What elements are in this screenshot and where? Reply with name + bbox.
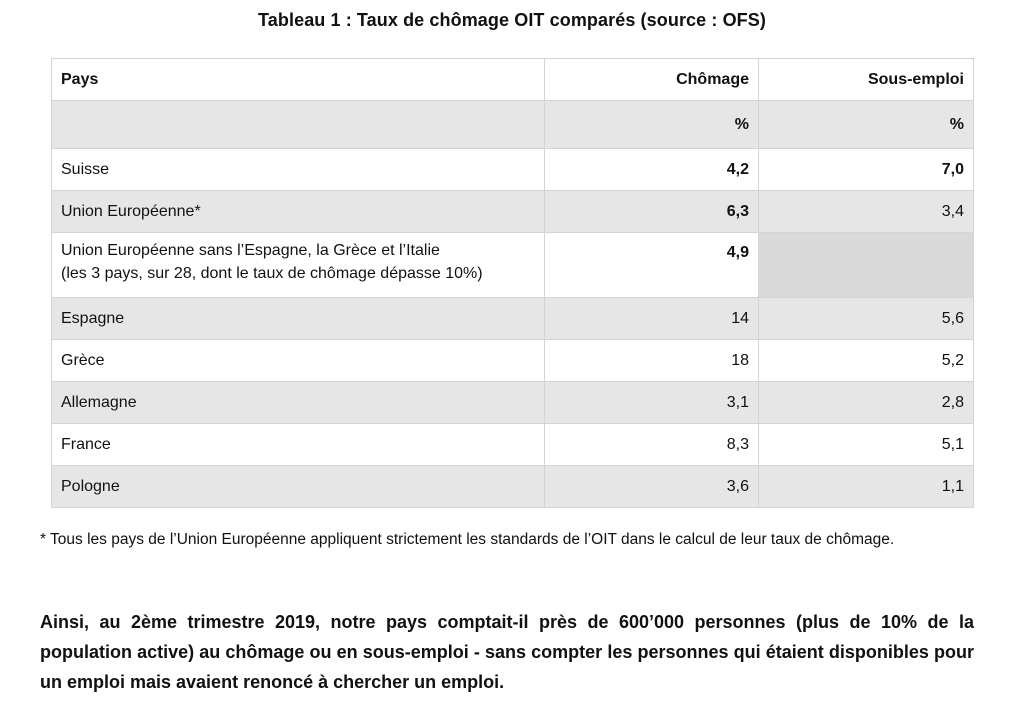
unit-pays <box>52 101 545 149</box>
header-chomage: Chômage <box>545 59 759 101</box>
country-cell: Pologne <box>52 466 545 508</box>
chomage-cell: 8,3 <box>545 424 759 466</box>
chomage-cell: 3,6 <box>545 466 759 508</box>
country-cell: France <box>52 424 545 466</box>
table-row <box>52 424 974 466</box>
sous-emploi-cell-empty <box>759 233 974 298</box>
country-cell: Grèce <box>52 340 545 382</box>
unemployment-table <box>51 58 974 508</box>
country-cell <box>52 233 545 298</box>
chomage-cell: 18 <box>545 340 759 382</box>
unit-sous-emploi: % <box>759 101 974 149</box>
country-cell: Union Européenne* <box>52 191 545 233</box>
sous-emploi-cell: 1,1 <box>759 466 974 508</box>
country-cell: Espagne <box>52 298 545 340</box>
table-row <box>52 191 974 233</box>
table-row <box>52 149 974 191</box>
chomage-cell: 3,1 <box>545 382 759 424</box>
table-title: Tableau 1 : Taux de chômage OIT comparés (source : OFS) <box>258 10 766 30</box>
table-row <box>52 233 974 298</box>
country-cell: Suisse <box>52 149 545 191</box>
header-sous-emploi: Sous-emploi <box>759 59 974 101</box>
country-line-2: (les 3 pays, sur 28, dont le taux de chômage dépasse 10%) <box>61 265 483 282</box>
table-header-row <box>52 59 974 101</box>
sous-emploi-cell: 3,4 <box>759 191 974 233</box>
chomage-cell: 4,9 <box>545 233 759 298</box>
chomage-cell: 4,2 <box>545 149 759 191</box>
sous-emploi-cell: 5,6 <box>759 298 974 340</box>
sous-emploi-cell: 5,2 <box>759 340 974 382</box>
sous-emploi-cell: 5,1 <box>759 424 974 466</box>
table-row <box>52 340 974 382</box>
table-row <box>52 466 974 508</box>
unit-chomage: % <box>545 101 759 149</box>
sous-emploi-cell: 7,0 <box>759 149 974 191</box>
country-cell: Allemagne <box>52 382 545 424</box>
country-line-1: Union Européenne sans l’Espagne, la Grèce et l’Italie <box>61 242 440 259</box>
sous-emploi-cell: 2,8 <box>759 382 974 424</box>
table-units-row <box>52 101 974 149</box>
chomage-cell: 14 <box>545 298 759 340</box>
table-row <box>52 298 974 340</box>
header-pays: Pays <box>52 59 545 101</box>
table-row <box>52 382 974 424</box>
footnote: * Tous les pays de l’Union Européenne appliquent strictement les standards de l’OIT dans le calcul de leur taux de chômage. <box>40 531 895 548</box>
body-paragraph: Ainsi, au 2ème trimestre 2019, notre pays comptait-il près de 600’000 personnes (plus de 10% de la population active) au chômage ou en sous-emploi - sans compter les personnes qui étaient disponibles pour un emploi mais avaient renoncé à chercher un emploi. <box>40 612 974 692</box>
chomage-cell: 6,3 <box>545 191 759 233</box>
